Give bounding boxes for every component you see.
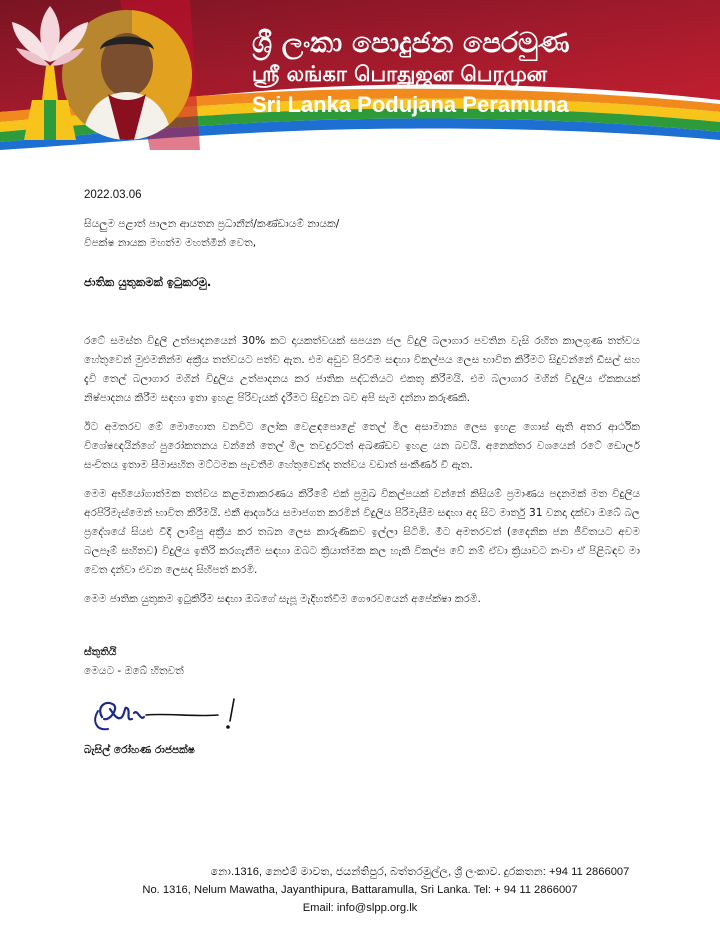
handwritten-signature: [88, 691, 258, 735]
letter-date: 2022.03.06: [84, 189, 142, 201]
footer-address-sinhala: නො.1316, නෙළුම් මාවත, ජයන්තිපුර, බත්තරමුල්ල, ශ්‍රී ලංකාව. දුරකතන: +94 11 2866007: [210, 866, 630, 878]
party-name-tamil: ஸ்ரீ லங்கா பொதுஜன பெரமுன: [252, 62, 548, 86]
paragraph-4: මෙම ජාතික යුතුකම ඉටුකිරීම සඳහා ඔබගේ සැපූ මැදිහත්වීම ගෞරවයෙන් අපේක්ෂා කරමි.: [84, 593, 481, 605]
addressee-line-1: සියලුම පළාත් පාලන ආයතන ප්‍රධානීන්/කණ්ඩායම් නායක/: [84, 218, 340, 230]
sign-off-line: මෙයට - ඔබේ හිතවත්: [84, 665, 184, 677]
party-name-sinhala: ශ්‍රී ලංකා පොදුජන පෙරමුණ: [252, 26, 570, 59]
addressee-line-2: විපක්ෂ නායක මහත්ම මහත්මීන් වෙත,: [84, 237, 257, 249]
paragraph-3: මෙම අභියෝගාත්මක තත්වය කළමනාකරණය කිරීමේ එක් ප්‍රමුඛ විකල්පයක් වන්නේ කිසියම් ප්‍රමාණය පදනමක් මත විදුලිය අරපිරිමැස්මෙන් භාවිත කිරීමයි. එකී ආදර්ශය සමාජගත කරමින් විදුලිය පිරිමැසීම සඳහා අද සිට මාර්තු 31 වනදා දක්වා ඔබේ බල ප්‍රදේශයේ සියළු වීදි ලාම්පු අක්‍රීය කර තබන ලෙස කාරුණිකව ඉල්ලා සිටිමි. මීට අමතරවත් (දෛනික ජන ජීවිතයට අවම බලපෑම් සහිතව) විදුලිය ඉතිරි කරගැනීම සඳහා ඔබට ක්‍රියාත්මක කල හැකි විකල්ප වේ නම් ඒවා ක්‍රියාවට නංවා ඒ පිළිබඳව මා වෙත දන්වා එවන ලෙසද සිහිපත් කරමි.: [84, 488, 640, 576]
addressee: [84, 215, 640, 253]
letter-subject: ජාතික යුතුකමක් ඉටුකරමු.: [84, 275, 212, 289]
signatory-name: බැසිල් රෝහණ රාජපක්ෂ: [84, 744, 195, 756]
closing-block: [84, 643, 640, 760]
party-name-english: Sri Lanka Podujana Peramuna: [252, 92, 569, 117]
footer-address-english: No. 1316, Nelum Mawatha, Jayanthipura, Battaramulla, Sri Lanka. Tel: + 94 11 2866007: [142, 884, 578, 896]
thanks-line: ස්තුතියි: [84, 646, 117, 658]
letter-body: [84, 186, 640, 760]
letter-footer: [0, 863, 720, 917]
paragraph-1: රටේ සමස්ත විදුලි උත්පාදනයෙන් 30% කට දායකත්වයක් සපයන ජල විදුලි බලාගාර පවතින වැසි රහිත කාලගුණ තත්වය හේතුවෙන් මුළුමනින්ම අක්‍රීය තත්වයට පත්ව ඇත. එම අඩුව පිරවීම සඳහා විකල්පය ලෙස භාවිත කිරීමට සිදුවන්නේ ඩීසල් සහ දැවි තෙල් බලාගාර මගින් විදුලිය උත්පාදනය කර ජාතික පද්ධතියට එකතු කිරීමයි. එම බලාගාර මගින් විදුලිය ඒකකයක් නිෂ්පාදනය කිරීම සඳහා ඉතා ඉහළ පිරිවැයක් දැරීමට සිදුවන බව අපි සැම දන්නා කරුණකි.: [84, 335, 640, 404]
footer-email: Email: info@slpp.org.lk: [302, 902, 418, 914]
paragraph-2: ඊට අමතරව මේ මොහොත වනවිට ලෝක වෙළඳපොළේ තෙල් මිල අසාමාන්‍ය ලෙස ඉහළ ගොස් ඇති අතර ආර්ථික විශේෂඥයින්ගේ පුරෝකතනය වන්නේ තෙල් මිල තවදුරටත් අඛණ්ඩව ඉහළ යන බවයි. අනෙක්තර වශයෙන් රටේ ඩොලර් සංචිතය ඉතාම සීමාසහිත මට්ටමක පැවතීම හේතුවෙන්ද තත්වය වඩාත් සංකීර්ණ වී ඇත.: [84, 421, 640, 471]
letterhead-banner: [0, 0, 720, 150]
lotus-logo-icon: [0, 0, 100, 140]
